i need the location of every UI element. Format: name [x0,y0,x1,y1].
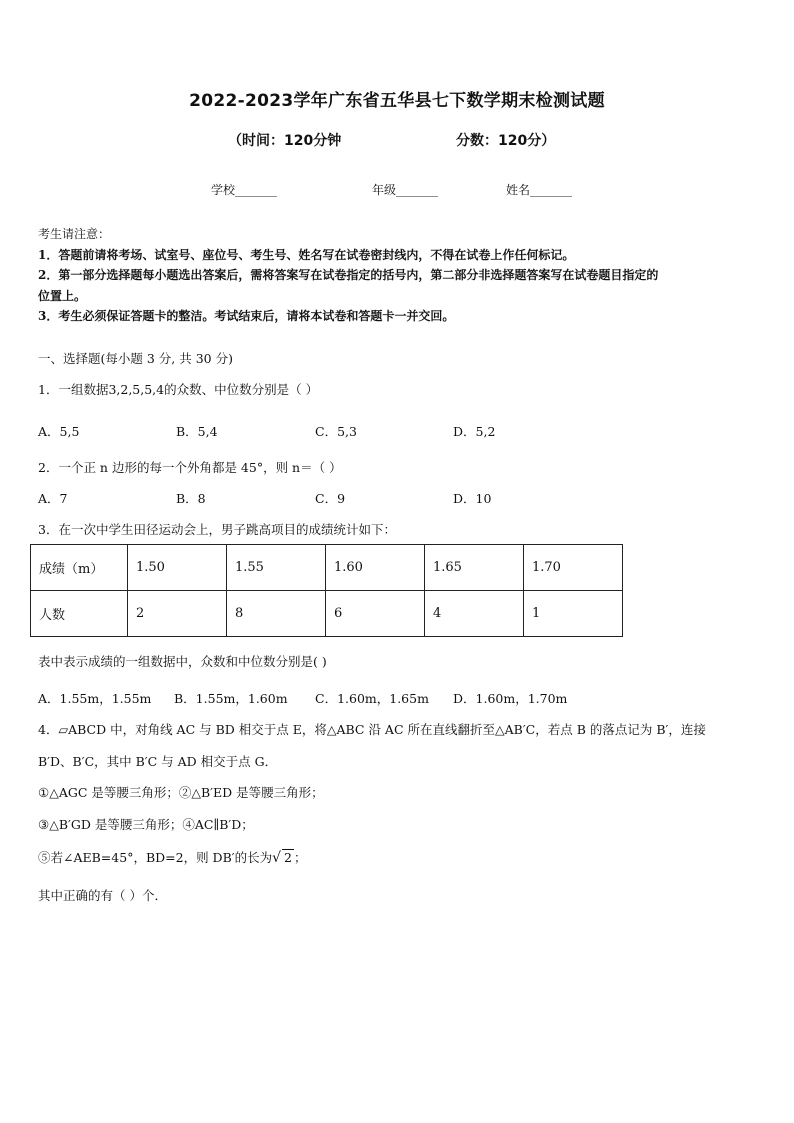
q2-option-d[interactable]: D．10 [453,491,492,506]
exam-title: 2022-2023学年广东省五华县七下数学期末检测试题 [189,91,605,111]
q4-statement-1-2: ①△AGC 是等腰三角形；②△B′ED 是等腰三角形； [38,785,324,800]
q4-statement-5-end: ； [293,850,307,865]
notice-item-2: 2．第一部分选择题每小题选出答案后，需将答案写在试卷指定的括号内，第二部分非选择题答案写在试卷题目指定的 [38,268,659,282]
q1-option-d[interactable]: D．5,2 [453,424,496,439]
table-cell: 2 [128,591,227,637]
q1-option-b[interactable]: B．5,4 [176,424,218,439]
table-cell: 8 [227,591,326,637]
q3-stem: 3．在一次中学生田径运动会上，男子跳高项目的成绩统计如下： [38,522,396,537]
table-cell: 1.50 [128,545,227,591]
table-cell: 1.65 [425,545,524,591]
q4-stem: 4．▱ABCD 中，对角线 AC 与 BD 相交于点 E，将△ABC 沿 AC 所在直线翻折至△AB′C，若点 B 的落点记为 B′，连接 [38,722,706,737]
q2-option-c[interactable]: C．9 [315,491,346,506]
table-cell: 4 [425,591,524,637]
q2-option-a[interactable]: A．7 [38,491,68,506]
q4-statement-5-text: ⑤若∠AEB=45°，BD=2，则 DB′的长为 [38,850,273,865]
notice-item-2-cont: 位置上。 [38,288,87,303]
grade-field[interactable]: 年级_______ [372,183,439,197]
q1-stem: 1．一组数据3,2,5,5,4的众数、中位数分别是（ ） [38,382,319,397]
q1-option-c[interactable]: C．5,3 [315,424,357,439]
q4-statement-5 [38,848,307,866]
school-field[interactable]: 学校_______ [211,183,278,197]
notice-item-3: 3．考生必须保证答题卡的整洁。考试结束后，请将本试卷和答题卡一并交回。 [38,309,455,323]
q4-radicand: 2 [284,850,292,865]
table-cell: 成绩（m） [31,545,128,591]
q3-option-d[interactable]: D．1.60m，1.70m [453,691,568,706]
score-label: 分数：120分） [456,133,556,149]
table-cell: 1.55 [227,545,326,591]
table-row [31,591,623,637]
table-row [31,545,623,591]
q3-option-c[interactable]: C．1.60m，1.65m [315,691,429,706]
q4-ask: 其中正确的有（ ）个． [38,888,167,903]
table-cell: 1 [524,591,623,637]
table-cell: 1.70 [524,545,623,591]
notice-heading: 考生请注意： [38,227,111,241]
sqrt-icon: √ [272,850,282,866]
q3-option-b[interactable]: B．1.55m，1.60m [174,691,288,706]
q2-stem: 2．一个正 n 边形的每一个外角都是 45°，则 n＝（ ） [38,460,342,475]
table-cell: 6 [326,591,425,637]
section-title: 一、选择题(每小题 3 分, 共 30 分) [38,351,233,366]
score-table [30,544,623,637]
q4-statement-3-4: ③△B′GD 是等腰三角形；④AC∥B′D； [38,817,254,832]
table-cell: 1.60 [326,545,425,591]
exam-notice [38,224,758,327]
table-cell: 人数 [31,591,128,637]
q3-option-a[interactable]: A．1.55m，1.55m [38,691,152,706]
time-label: （时间：120分钟 [228,133,342,149]
q3-question: 表中表示成绩的一组数据中，众数和中位数分别是( ) [38,654,327,669]
notice-item-1: 1．答题前请将考场、试室号、座位号、考生号、姓名写在试卷密封线内，不得在试卷上作任何标记。 [38,247,575,262]
q1-option-a[interactable]: A．5,5 [38,424,80,439]
q4-stem-cont: B′D、B′C，其中 B′C 与 AD 相交于点 G． [38,754,278,769]
name-field[interactable]: 姓名_______ [506,183,573,197]
q2-option-b[interactable]: B．8 [176,491,206,506]
